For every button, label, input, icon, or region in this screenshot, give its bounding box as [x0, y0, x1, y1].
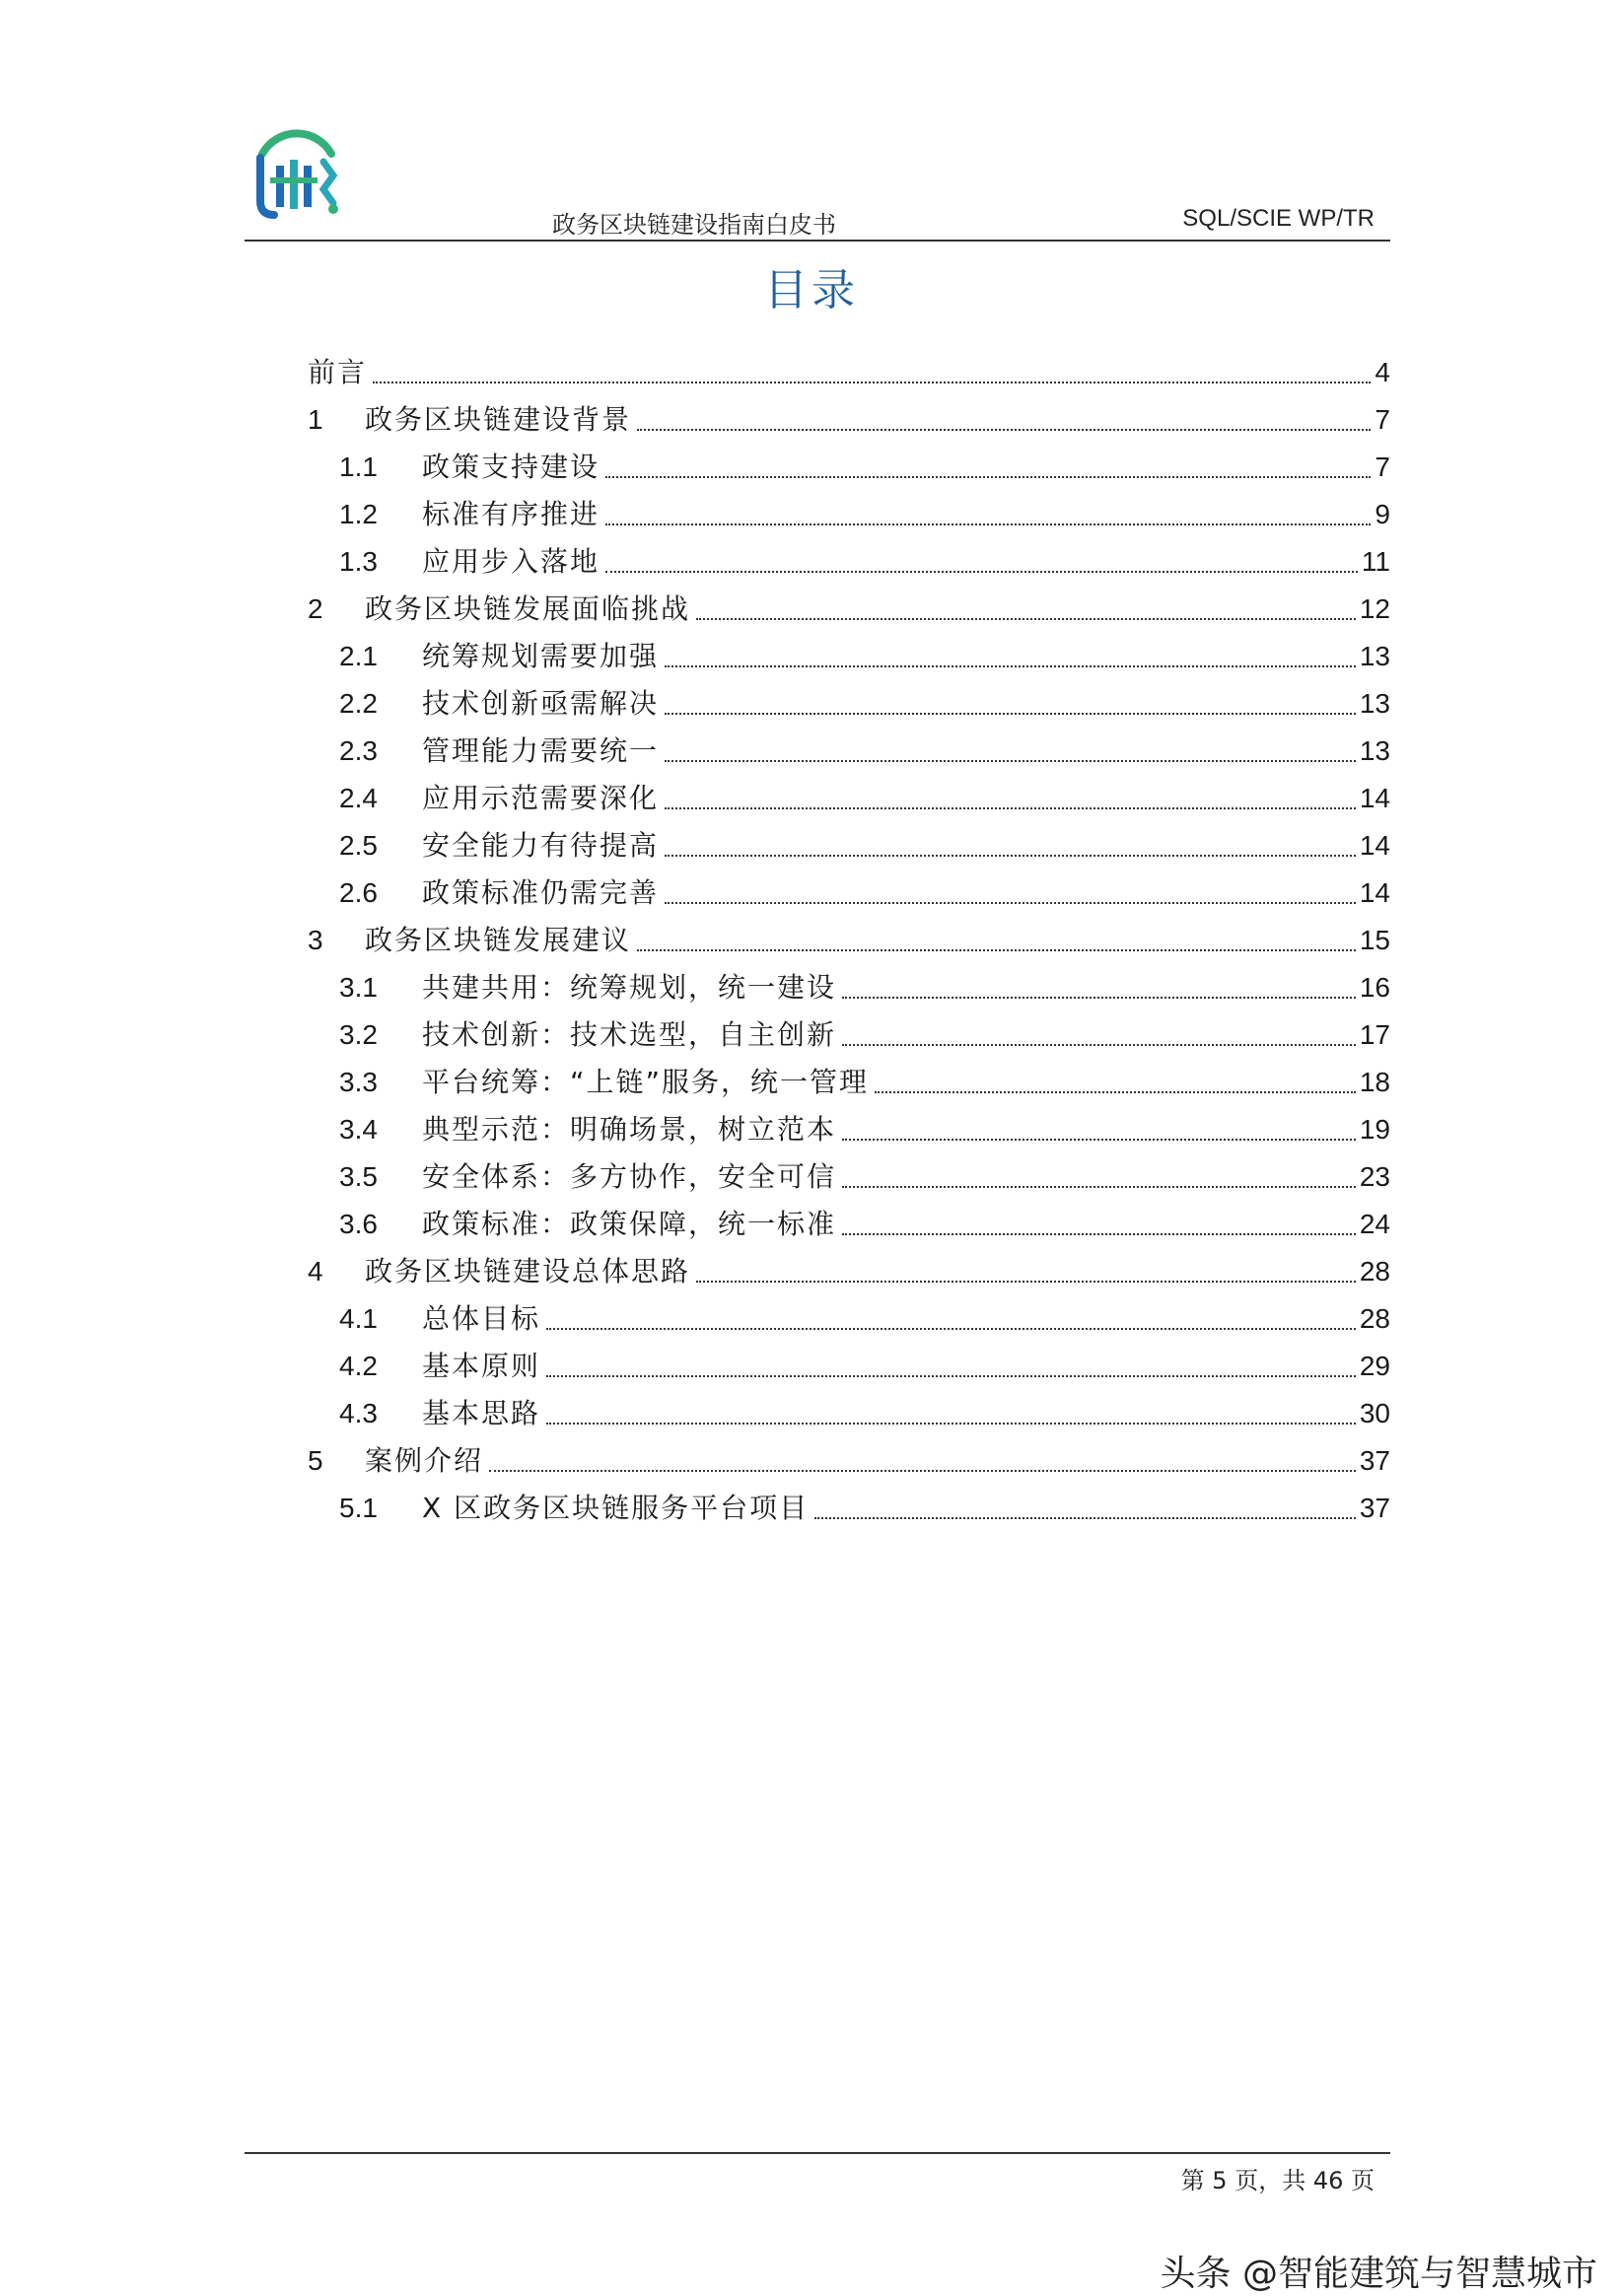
toc-leader-dots [546, 1422, 1356, 1425]
toc-leader-dots [842, 996, 1356, 999]
toc-entry-number: 4.2 [339, 1351, 378, 1381]
toc-entry-number: 3.1 [339, 972, 378, 1003]
toc-leader-dots [637, 428, 1371, 431]
toc-entry-page: 12 [1359, 593, 1390, 624]
toc-entry-number: 2.1 [339, 641, 378, 671]
toc-entry-label: 技术创新亟需解决 [422, 687, 660, 720]
toc-entry-number: 1.3 [339, 546, 378, 577]
toc-entry-number: 3.5 [339, 1161, 378, 1192]
toc-leader-dots [665, 901, 1356, 904]
toc-entry-page: 13 [1359, 735, 1390, 766]
toc-leader-dots [605, 570, 1358, 573]
toc-entry-label: 技术创新：技术选型，自主创新 [422, 1018, 837, 1051]
toc-entry[interactable] [308, 353, 1390, 392]
toc-entry-page: 24 [1359, 1209, 1390, 1239]
toc-leader-dots [842, 1232, 1356, 1235]
toc-entry-number: 1.1 [339, 452, 378, 482]
toc-leader-dots [842, 1138, 1356, 1141]
toc-entry-number: 5.1 [339, 1493, 378, 1523]
toc-entry-page: 28 [1359, 1256, 1390, 1287]
toc-entry-number: 3 [308, 925, 323, 955]
toc-entry-label: 政策标准：政策保障，统一标准 [422, 1208, 837, 1240]
toc-entry[interactable] [339, 448, 1390, 487]
toc-entry[interactable] [308, 921, 1390, 960]
toc-entry[interactable] [339, 873, 1390, 913]
toc-entry-number: 3.3 [339, 1067, 378, 1097]
toc-entry-label: 统筹规划需要加强 [422, 640, 660, 672]
toc-entry-label: 政策标准仍需完善 [422, 876, 660, 909]
toc-entry-label: 安全能力有待提高 [422, 829, 660, 862]
toc-entry-number: 4 [308, 1256, 323, 1287]
toc-entry-label: 政务区块链发展建议 [365, 924, 632, 956]
toc-entry[interactable] [308, 1252, 1390, 1291]
toc-entry-page: 17 [1359, 1019, 1390, 1050]
toc-entry-page: 14 [1359, 830, 1390, 861]
toc-entry-number: 3.4 [339, 1114, 378, 1145]
toc-entry-number: 1 [308, 404, 323, 435]
toc-entry-page: 15 [1359, 925, 1390, 955]
toc-entry-page: 13 [1359, 641, 1390, 671]
toc-entry-page: 30 [1359, 1398, 1390, 1428]
header-divider [245, 240, 1390, 242]
toc-entry-label: 应用步入落地 [422, 545, 600, 578]
toc-entry-page: 7 [1375, 404, 1390, 435]
toc-leader-dots [842, 1043, 1356, 1046]
toc-entry-page: 7 [1375, 452, 1390, 482]
toc-entry-label: 共建共用：统筹规划，统一建设 [422, 971, 837, 1004]
toc-leader-dots [842, 1185, 1356, 1188]
toc-leader-dots [546, 1327, 1356, 1330]
toc-entry[interactable] [339, 826, 1390, 866]
toc-entry-label: 政务区块链建设背景 [365, 403, 632, 436]
toc-entry-label: 前言 [308, 356, 368, 388]
toc-entry-number: 2.4 [339, 783, 378, 813]
toc-entry-page: 4 [1375, 357, 1390, 387]
toc-entry[interactable] [339, 1299, 1390, 1339]
toc-entry-page: 9 [1375, 499, 1390, 529]
toc-entry[interactable] [339, 1489, 1390, 1528]
toc-entry-label: 管理能力需要统一 [422, 734, 660, 767]
toc-entry-label: 标准有序推进 [422, 498, 600, 530]
toc-entry-label: 典型示范：明确场景，树立范本 [422, 1113, 837, 1146]
toc-entry[interactable] [308, 590, 1390, 629]
toc-entry[interactable] [339, 731, 1390, 771]
toc-entry-page: 14 [1359, 783, 1390, 813]
toc-entry-label: 政策支持建设 [422, 451, 600, 483]
toc-entry[interactable] [339, 1157, 1390, 1197]
header-doc-code: SQL/SCIE WP/TR [1182, 205, 1375, 232]
toc-entry[interactable] [339, 1015, 1390, 1055]
toc-entry-page: 23 [1359, 1161, 1390, 1192]
toc-entry-page: 14 [1359, 877, 1390, 908]
toc-entry-page: 29 [1359, 1351, 1390, 1381]
toc-entry-label: 政务区块链建设总体思路 [365, 1255, 691, 1287]
toc-entry-page: 37 [1359, 1493, 1390, 1523]
toc-leader-dots [665, 806, 1356, 809]
toc-entry[interactable] [339, 684, 1390, 724]
toc-entry[interactable] [339, 1063, 1390, 1102]
toc-entry-label: 安全体系：多方协作，安全可信 [422, 1160, 837, 1193]
footer-page-info: 第 5 页，共 46 页 [1180, 2167, 1375, 2194]
toc-entry[interactable] [308, 400, 1390, 440]
toc-entry[interactable] [339, 779, 1390, 818]
toc-entry-label: 总体目标 [422, 1302, 541, 1335]
footer-divider [245, 2152, 1390, 2154]
toc-entry-number: 2 [308, 593, 323, 624]
header-doc-title: 政务区块链建设指南白皮书 [552, 211, 836, 239]
toc-entry-page: 11 [1361, 546, 1390, 577]
toc-entry-label: X 区政务区块链服务平台项目 [422, 1492, 810, 1524]
toc-entry[interactable] [339, 1205, 1390, 1244]
toc-entry-label: 平台统筹：“上链”服务，统一管理 [422, 1066, 870, 1098]
toc-entry-page: 19 [1359, 1114, 1390, 1145]
toc-leader-dots [696, 617, 1356, 620]
toc-entry[interactable] [339, 968, 1390, 1008]
toc-leader-dots [637, 948, 1356, 951]
toc-leader-dots [665, 664, 1356, 667]
toc-entry[interactable] [339, 1110, 1390, 1149]
toc-leader-dots [665, 712, 1356, 715]
toc-leader-dots [605, 475, 1371, 478]
toc-entry-label: 基本思路 [422, 1397, 541, 1429]
toc-entry-page: 16 [1359, 972, 1390, 1003]
toc-entry[interactable] [339, 542, 1390, 582]
toc-entry-label: 应用示范需要深化 [422, 782, 660, 814]
toc-entry-number: 2.5 [339, 830, 378, 861]
toc-entry-label: 政务区块链发展面临挑战 [365, 592, 691, 625]
toc-entry-number: 5 [308, 1445, 323, 1476]
toc-entry-number: 4.3 [339, 1398, 378, 1428]
toc-entry-label: 案例介绍 [365, 1444, 484, 1477]
toc-entry-page: 18 [1359, 1067, 1390, 1097]
logo-icon [243, 124, 351, 233]
toc-entry[interactable] [339, 637, 1390, 676]
watermark: 头条 @智能建筑与智慧城市 [1160, 2254, 1597, 2294]
toc-entry-number: 3.2 [339, 1019, 378, 1050]
toc-entry[interactable] [339, 1347, 1390, 1386]
toc-entry-label: 基本原则 [422, 1350, 541, 1382]
toc-entry[interactable] [339, 1394, 1390, 1433]
toc-entry-number: 4.1 [339, 1303, 378, 1334]
toc-leader-dots [665, 854, 1356, 857]
toc-entry-page: 37 [1359, 1445, 1390, 1476]
toc-leader-dots [373, 381, 1371, 383]
toc-entry-page: 13 [1359, 688, 1390, 719]
toc-entry-number: 1.2 [339, 499, 378, 529]
toc-entry-number: 2.6 [339, 877, 378, 908]
toc-leader-dots [665, 759, 1356, 762]
toc-entry-number: 3.6 [339, 1209, 378, 1239]
toc-entry-page: 28 [1359, 1303, 1390, 1334]
toc-entry[interactable] [308, 1441, 1390, 1481]
toc-leader-dots [605, 522, 1371, 525]
toc-leader-dots [814, 1516, 1356, 1519]
toc-leader-dots [489, 1469, 1356, 1472]
toc-title: 目录 [764, 265, 859, 315]
toc-leader-dots [696, 1280, 1356, 1283]
toc-entry[interactable] [339, 495, 1390, 534]
toc-leader-dots [875, 1090, 1356, 1093]
toc-entry-number: 2.2 [339, 688, 378, 719]
toc-entry-number: 2.3 [339, 735, 378, 766]
toc-leader-dots [546, 1374, 1356, 1377]
